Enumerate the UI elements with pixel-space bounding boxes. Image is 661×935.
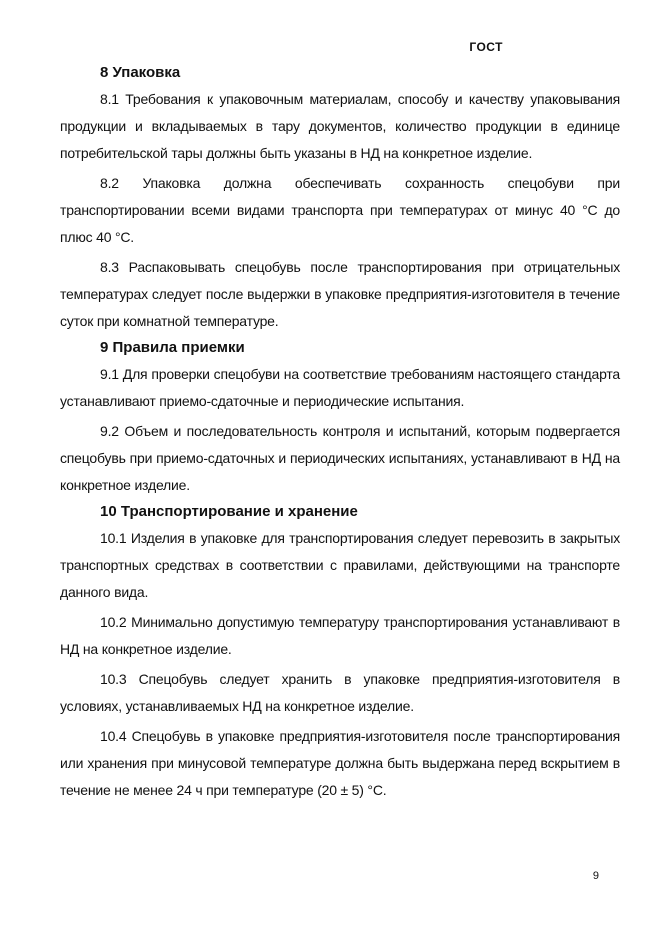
paragraph-9-2: 9.2 Объем и последовательность контроля и испытаний, которым подвергается спецобувь при приемо-сдаточных и периодических испытаниях, устанавливают в НД на конкретное изделие. (60, 423, 620, 493)
paragraph-8-2: 8.2 Упаковка должна обеспечивать сохранность спецобуви при транспортировании всеми видами транспорта при температурах от минус 40 °С до плюс 40 °С. (60, 175, 620, 245)
paragraph-10-4: 10.4 Спецобувь в упаковке предприятия-изготовителя после транспортирования или хранения при минусовой температуре должна быть выдержана перед вскрытием в течение не менее 24 ч при температуре (20 ± 5) °С. (60, 728, 620, 798)
section-title-transport-storage: 10 Транспортирование и хранение (100, 503, 358, 520)
document-standard-header: ГОСТ (469, 40, 503, 54)
paragraph-8-3: 8.3 Распаковывать спецобувь после транспортирования при отрицательных температурах следует после выдержки в упаковке предприятия-изготовителя в течение суток при комнатной температуре. (60, 259, 620, 329)
section-title-packaging: 8 Упаковка (100, 64, 181, 81)
paragraph-10-2: 10.2 Минимально допустимую температуру транспортирования устанавливают в НД на конкретное изделие. (60, 614, 620, 657)
paragraph-9-1: 9.1 Для проверки спецобуви на соответствие требованиям настоящего стандарта устанавливают приемо-сдаточные и периодические испытания. (60, 366, 620, 409)
document-body (60, 60, 620, 804)
page-number: 9 (592, 870, 599, 882)
paragraph-8-1: 8.1 Требования к упаковочным материалам, способу и качеству упаковывания продукции и вкладываемых в тару документов, количество продукции в единице потребительской тары должны быть указаны в НД на конкретное изделие. (60, 91, 620, 161)
paragraph-10-3: 10.3 Спецобувь следует хранить в упаковке предприятия-изготовителя в условиях, устанавливаемых НД на конкретное изделие. (60, 671, 620, 714)
paragraph-10-1: 10.1 Изделия в упаковке для транспортирования следует перевозить в закрытых транспортных средствах в соответствии с правилами, действующими на транспорте данного вида. (60, 530, 620, 600)
section-title-acceptance-rules: 9 Правила приемки (100, 339, 245, 356)
